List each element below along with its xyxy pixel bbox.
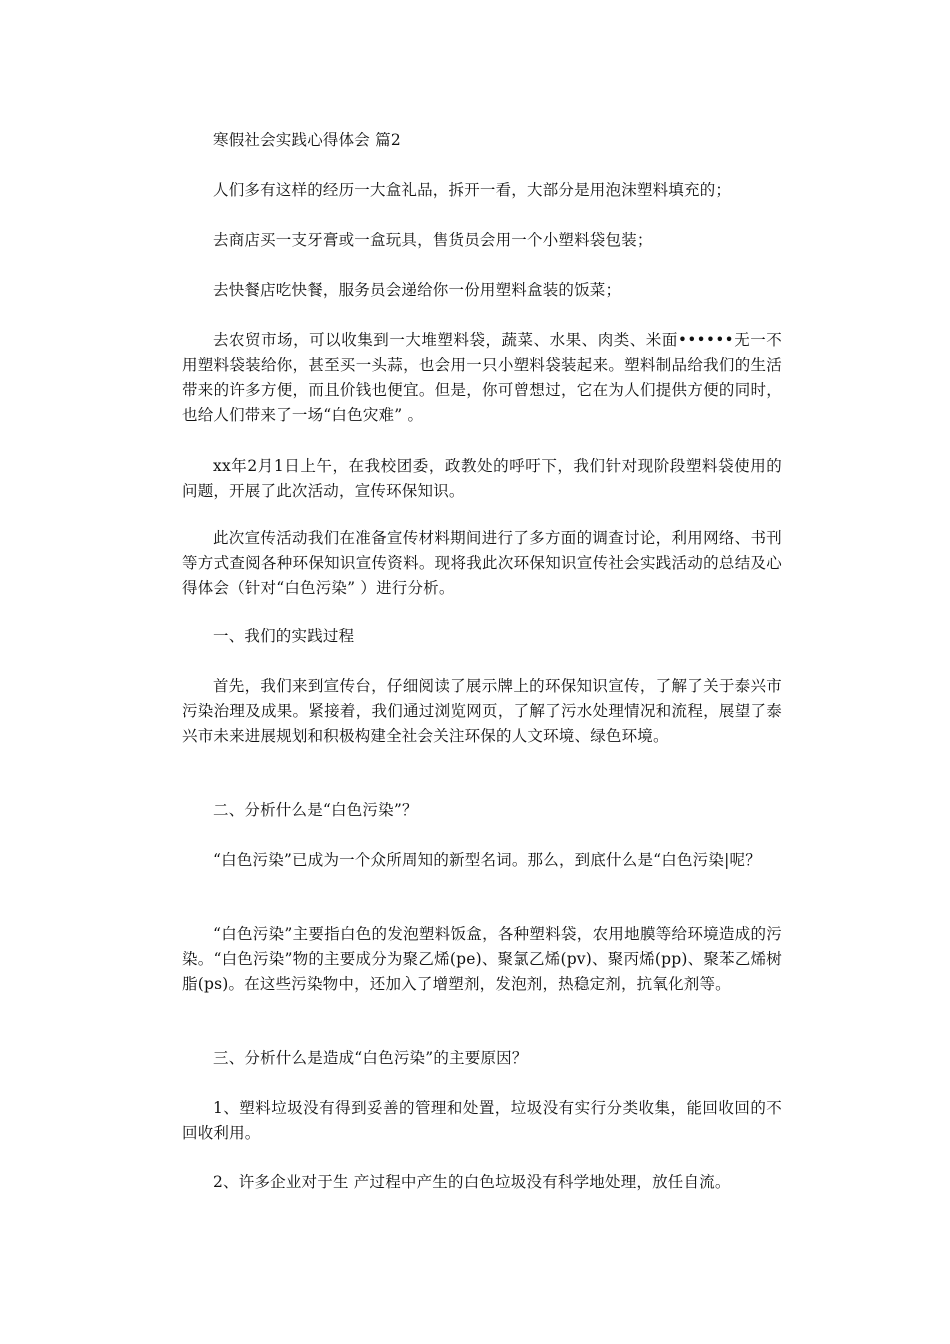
paragraph-8: “白色污染”已成为一个众所周知的新型名词。那么，到底什么是“白色污染|呢？ xyxy=(213,851,761,869)
paragraph-3: 去快餐店吃快餐，服务员会递给你一份用塑料盒装的饭菜； xyxy=(213,281,622,299)
section-heading-1: 一、我们的实践过程 xyxy=(213,627,355,645)
paragraph-2: 去商店买一支牙膏或一盒玩具，售货员会用一个小塑料袋包装； xyxy=(213,231,653,249)
paragraph-10: 1、塑料垃圾没有得到妥善的管理和处置，垃圾没有实行分类收集，能回收回的不回收利用。 xyxy=(182,1099,782,1142)
paragraph-5: xx年2月1日上午，在我校团委，政教处的呼吁下，我们针对现阶段塑料袋使用的问题，开展了此次活动，宣传环保知识。 xyxy=(182,457,782,500)
section-heading-3: 三、分析什么是造成“白色污染”的主要原因？ xyxy=(213,1049,528,1067)
document-title: 寒假社会实践心得体会 篇2 xyxy=(213,131,401,149)
paragraph-11: 2、许多企业对于生 产过程中产生的白色垃圾没有科学地处理，放任自流。 xyxy=(213,1173,731,1191)
section-heading-2: 二、分析什么是“白色污染”？ xyxy=(213,801,418,819)
paragraph-9: “白色污染”主要指白色的发泡塑料饭盒，各种塑料袋，农用地膜等给环境造成的污染。“白色污染”物的主要成分为聚乙烯(pe)、聚氯乙烯(pv)、聚丙烯(pp)、聚苯乙烯树脂(ps)。在这些污染物中，还加入了增塑剂，发泡剂，热稳定剂，抗氧化剂等。 xyxy=(182,925,782,993)
paragraph-1: 人们多有这样的经历一大盒礼品，拆开一看，大部分是用泡沫塑料填充的； xyxy=(213,181,732,199)
paragraph-7: 首先，我们来到宣传台，仔细阅读了展示牌上的环保知识宣传，了解了关于泰兴市污染治理及成果。紧接着，我们通过浏览网页，了解了污水处理情况和流程，展望了泰兴市未来进展规划和积极构建全社会关注环保的人文环境、绿色环境。 xyxy=(182,677,782,745)
paragraph-4: 去农贸市场，可以收集到一大堆塑料袋，蔬菜、水果、肉类、米面••••••无一不用塑料袋装给你，甚至买一头蒜，也会用一只小塑料袋装起来。塑料制品给我们的生活带来的许多方便，而且价钱也便宜。但是，你可曾想过，它在为人们提供方便的同时，也给人们带来了一场“白色灾难” 。 xyxy=(182,331,782,424)
paragraph-6: 此次宣传活动我们在准备宣传材料期间进行了多方面的调查讨论，利用网络、书刊等方式查阅各种环保知识宣传资料。现将我此次环保知识宣传社会实践活动的总结及心得体会（针对“白色污染” ）进行分析。 xyxy=(182,529,782,597)
